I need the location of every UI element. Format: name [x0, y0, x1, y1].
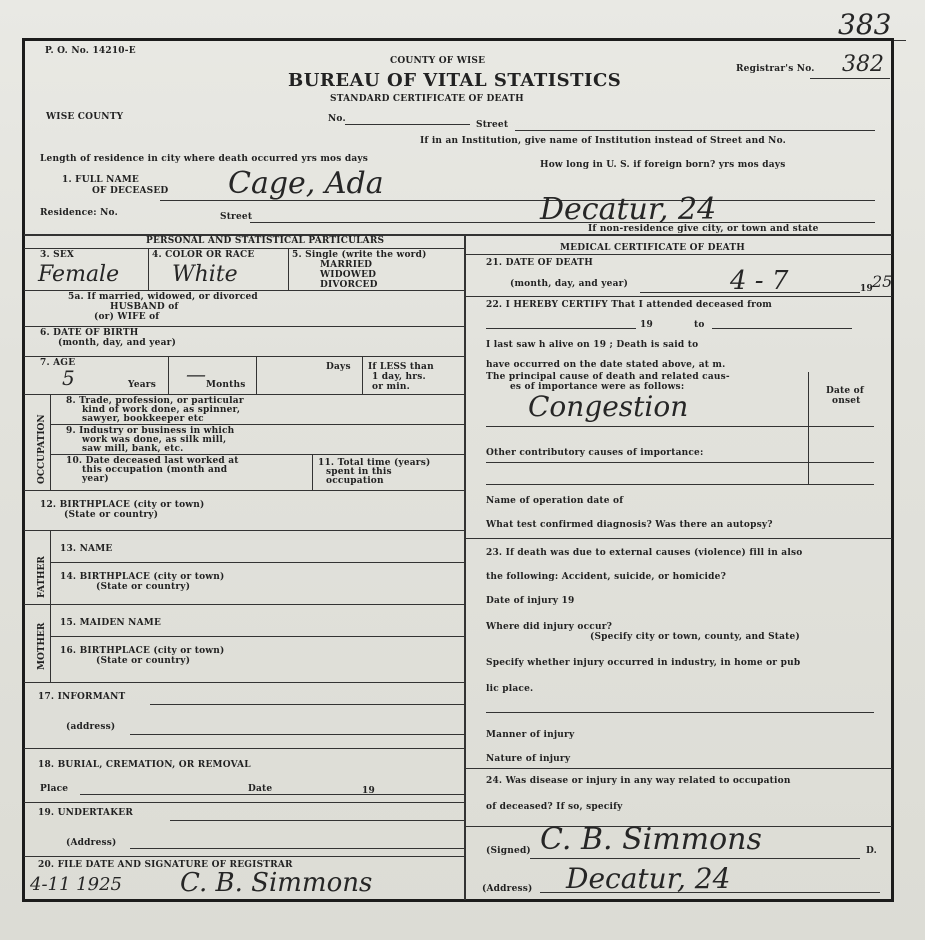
mother-birthplace-sub: (State or country) [96, 656, 191, 666]
line [540, 892, 880, 893]
occupation-side-label: OCCUPATION [37, 414, 47, 484]
informant-label: 17. INFORMANT [38, 692, 126, 702]
line [24, 248, 464, 249]
residence-line [250, 222, 875, 223]
dod-sub: (month, day, and year) [510, 279, 629, 289]
mother-birthplace-label: 16. BIRTHPLACE (city or town) [60, 646, 225, 656]
birthplace-label: 12. BIRTHPLACE (city or town) [40, 500, 205, 510]
line [486, 328, 636, 329]
certify-label: 22. I HEREBY CERTIFY That I attended deceased from [486, 300, 773, 310]
certify-19: 19 [640, 320, 653, 330]
other-causes: Other contributory causes of importance: [486, 448, 704, 458]
residence-value: Decatur, 24 [540, 192, 717, 227]
father-name-label: 13. NAME [60, 544, 113, 554]
registrar-signature: C. B. Simmons [180, 868, 373, 898]
occ-11b: spent in this [326, 467, 392, 477]
street-label: Street [476, 120, 509, 130]
line [24, 682, 464, 683]
full-name-label: 1. FULL NAME [62, 175, 139, 185]
undertaker-label: 19. UNDERTAKER [38, 808, 134, 818]
burial-year-label: 19 [362, 786, 375, 796]
test-autopsy: What test confirmed diagnosis? Was there an autopsy? [486, 520, 773, 530]
marital-married: MARRIED [320, 260, 373, 270]
line [256, 356, 257, 394]
mother-side-label: MOTHER [37, 622, 47, 670]
dod-year-prefix: 19 [860, 284, 873, 294]
date-onset-1: Date of [826, 386, 864, 396]
center-divider [464, 236, 466, 900]
injury-where-sub: (Specify city or town, county, and State) [590, 632, 800, 642]
dob-sub: (month, day, and year) [58, 338, 177, 348]
line [50, 530, 51, 682]
line [464, 768, 892, 769]
dod-value: 4 - 7 [730, 266, 789, 296]
occ-11c: occupation [326, 476, 384, 486]
how-long-us: How long in U. S. if foreign born? yrs mos days [540, 160, 786, 170]
line [24, 326, 464, 327]
line [24, 856, 464, 857]
injury-specify-2: lic place. [486, 684, 534, 694]
dob-label: 6. DATE OF BIRTH [40, 328, 139, 338]
cause-value: Congestion [528, 390, 689, 423]
color-label: 4. COLOR OR RACE [152, 250, 255, 260]
registrar-number-value: 382 [842, 52, 884, 77]
line [130, 848, 464, 849]
age-days-label: Days [326, 362, 351, 372]
line [24, 530, 464, 531]
occ-9c: saw mill, bank, etc. [82, 444, 184, 454]
color-value: White [172, 262, 238, 287]
occ-10a: 10. Date deceased last worked at [66, 456, 239, 466]
principal-cause-1: The principal cause of death and related caus- [486, 372, 730, 382]
signed-suffix: D. [866, 846, 878, 856]
operation: Name of operation date of [486, 496, 624, 506]
address-label: (Address) [482, 884, 533, 894]
line [464, 296, 892, 297]
last-saw: I last saw h alive on 19 ; Death is said to [486, 340, 699, 350]
file-date-value: 4-11 1925 [30, 874, 122, 895]
of-deceased-label: OF DECEASED [92, 186, 169, 196]
line [808, 372, 809, 484]
burial-place-label: Place [40, 784, 69, 794]
line [312, 454, 313, 490]
line [24, 802, 464, 803]
residence-street-label: Street [220, 212, 253, 222]
name-line [160, 200, 875, 201]
principal-cause-2: es of importance were as follows: [510, 382, 685, 392]
certify-to: to [694, 320, 705, 330]
institution-note: If in an Institution, give name of Institution instead of Street and No. [420, 136, 786, 146]
spouse-label-1: 5a. If married, widowed, or divorced [68, 292, 258, 302]
burial-date-label: Date [248, 784, 273, 794]
personal-header: PERSONAL AND STATISTICAL PARTICULARS [146, 236, 385, 246]
age-months-label: Months [206, 380, 246, 390]
residence-length: Length of residence in city where death occurred yrs mos days [40, 154, 369, 164]
line [50, 424, 464, 425]
line [24, 290, 464, 291]
marital-label: 5. Single (write the word) [292, 250, 427, 260]
street-line [515, 130, 875, 131]
line [530, 858, 860, 859]
po-number: P. O. No. 14210-E [45, 46, 136, 56]
line [486, 462, 874, 463]
occ-9b: work was done, as silk mill, [82, 435, 227, 445]
father-birthplace-sub: (State or country) [96, 582, 191, 592]
line [80, 794, 464, 795]
injury-date: Date of injury 19 [486, 596, 575, 606]
line [24, 490, 464, 491]
file-date-label: 20. FILE DATE AND SIGNATURE OF REGISTRAR [38, 860, 293, 870]
line [464, 538, 892, 539]
occ-8b: kind of work done, as spinner, [82, 405, 241, 415]
external-causes-1: 23. If death was due to external causes (violence) fill in also [486, 548, 803, 558]
father-birthplace-label: 14. BIRTHPLACE (city or town) [60, 572, 225, 582]
occ-11a: 11. Total time (years) [318, 458, 431, 468]
line [50, 454, 464, 455]
registrar-number-label: Registrar's No. [736, 64, 815, 74]
birthplace-sub: (State or country) [64, 510, 159, 520]
age-years-label: Years [128, 380, 157, 390]
certificate-title: STANDARD CERTIFICATE OF DEATH [330, 94, 524, 104]
undertaker-address: (Address) [66, 838, 117, 848]
occ-9a: 9. Industry or business in which [66, 426, 235, 436]
no-line [345, 124, 470, 125]
line [170, 820, 464, 821]
related-occupation-2: of deceased? If so, specify [486, 802, 623, 812]
county-of: COUNTY OF WISE [390, 56, 486, 66]
line [24, 604, 464, 605]
burial-label: 18. BURIAL, CREMATION, OR REMOVAL [38, 760, 251, 770]
spouse-label-2: HUSBAND of [110, 302, 179, 312]
less-than-3: or min. [372, 382, 410, 392]
line [486, 712, 874, 713]
manner-of-injury: Manner of injury [486, 730, 575, 740]
injury-where: Where did injury occur? [486, 622, 613, 632]
registrar-line [810, 78, 890, 79]
age-value: 5 [62, 366, 75, 390]
line [24, 748, 464, 749]
address-value: Decatur, 24 [566, 862, 731, 895]
occ-10b: this occupation (month and [82, 465, 228, 475]
age-label: 7. AGE [40, 358, 76, 368]
spouse-label-3: (or) WIFE of [94, 312, 160, 322]
no-label: No. [328, 114, 346, 124]
medical-header: MEDICAL CERTIFICATE OF DEATH [560, 243, 745, 253]
bureau-title: BUREAU OF VITAL STATISTICS [288, 70, 622, 91]
full-name-value: Cage, Ada [228, 166, 384, 201]
date-onset-2: onset [832, 396, 861, 406]
sex-value: Female [38, 262, 120, 287]
informant-address: (address) [66, 722, 116, 732]
line [50, 394, 51, 490]
less-than-1: If LESS than [368, 362, 434, 372]
line [640, 292, 860, 293]
line [148, 248, 149, 290]
line [486, 426, 874, 427]
line [288, 248, 289, 290]
line [24, 356, 464, 357]
line [150, 704, 464, 705]
age-months-value: — [186, 362, 206, 386]
injury-specify-1: Specify whether injury occurred in industry, in home or pub [486, 658, 801, 668]
residence-label: Residence: No. [40, 208, 118, 218]
line [130, 734, 464, 735]
nature-of-injury: Nature of injury [486, 754, 571, 764]
nonresidence-note: If non-residence give city, or town and state [588, 224, 819, 234]
line [712, 328, 852, 329]
signed-value: C. B. Simmons [540, 822, 762, 857]
father-side-label: FATHER [37, 556, 47, 598]
death-occurred: have occurred on the date stated above, at m. [486, 360, 726, 370]
external-causes-2: the following: Accident, suicide, or homicide? [486, 572, 727, 582]
line [486, 484, 874, 485]
occ-8c: sawyer, bookkeeper etc [82, 414, 204, 424]
page-number: 383 [838, 8, 892, 41]
sex-label: 3. SEX [40, 250, 75, 260]
line [464, 254, 892, 255]
wise-county: WISE COUNTY [46, 112, 124, 122]
mother-name-label: 15. MAIDEN NAME [60, 618, 162, 628]
occ-8a: 8. Trade, profession, or particular [66, 396, 244, 406]
marital-divorced: DIVORCED [320, 280, 378, 290]
line [168, 356, 169, 394]
marital-widowed: WIDOWED [320, 270, 377, 280]
line [24, 394, 464, 395]
line [50, 636, 464, 637]
line [362, 356, 363, 394]
line [50, 562, 464, 563]
occ-10c: year) [82, 474, 109, 484]
related-occupation-1: 24. Was disease or injury in any way related to occupation [486, 776, 791, 786]
less-than-2: 1 day, hrs. [372, 372, 426, 382]
signed-label: (Signed) [486, 846, 531, 856]
dod-label: 21. DATE OF DEATH [486, 258, 593, 268]
dod-year: 25 [872, 272, 893, 291]
